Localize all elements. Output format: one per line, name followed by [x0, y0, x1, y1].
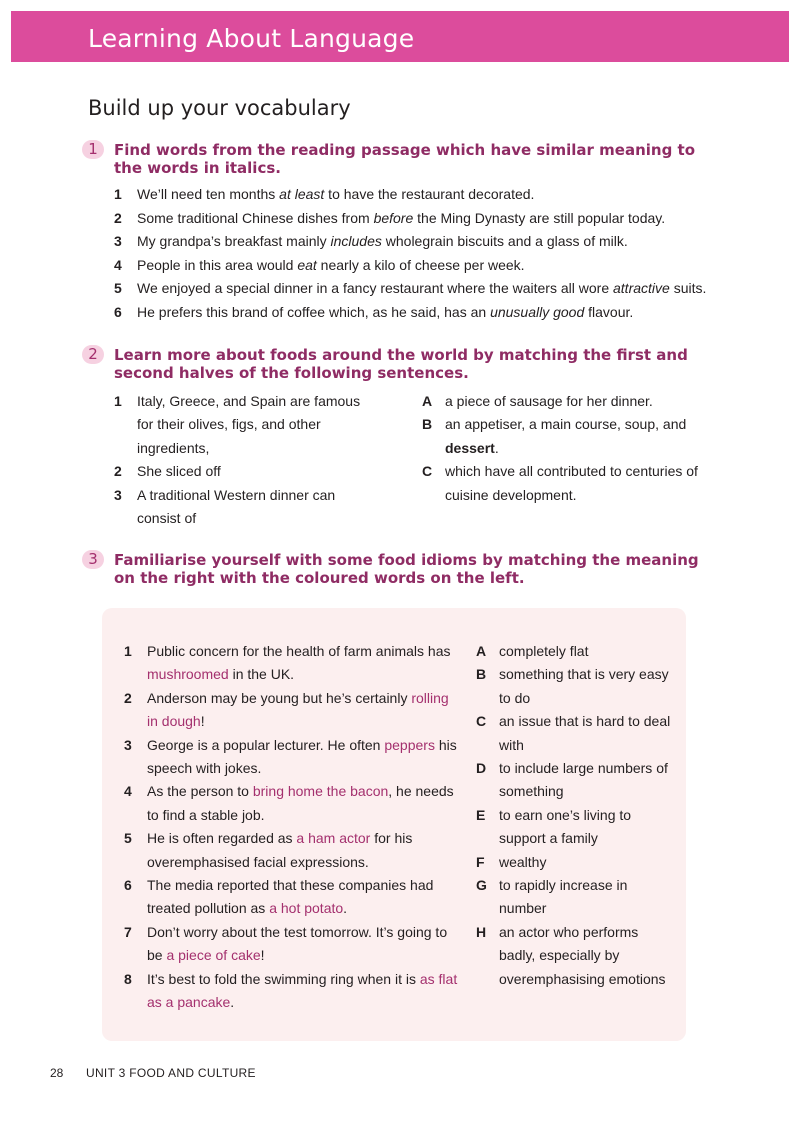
list-item: 3 A traditional Western dinner can: [114, 486, 336, 503]
exercise-3-title: Familiarise yourself with some food idioms by matching the meaning on the right with the coloured words on the left.: [114, 551, 699, 587]
list-item: A a piece of sausage for her dinner.: [422, 393, 653, 409]
unit-label: UNIT 3 FOOD AND CULTURE: [86, 1066, 256, 1080]
list-item: C an issue that is hard to deal: [476, 713, 671, 730]
header-banner: [11, 11, 789, 62]
ex1-item: 5 We enjoyed a special dinner in a fancy restaurant where the waiters all wore attractive suits.: [114, 280, 707, 296]
list-item: 4 As the person to bring home the bacon, he needs: [124, 783, 454, 800]
exercise-2-number: 2: [82, 345, 104, 364]
list-item: 1 Italy, Greece, and Spain are famous: [114, 393, 361, 409]
list-item: D to include large numbers of: [476, 760, 668, 777]
ex1-item: 6 He prefers this brand of coffee which, as he said, has an unusually good flavour.: [114, 304, 634, 320]
list-item: 6 The media reported that these companies had: [124, 877, 434, 894]
list-item: 8 It’s best to fold the swimming ring when it is as flat: [124, 970, 458, 987]
ex2-left-column: 1 Italy, Greece, and Spain are famous for their olives, figs, and other ingredients, 2 She sliced off 3 A traditional Western dinner can consist of: [114, 390, 404, 530]
exercise-1-number: 1: [82, 140, 104, 159]
exercise-2-title: Learn more about foods around the world by matching the first and second halves of the following sentences.: [114, 346, 688, 382]
list-item: C which have all contributed to centuries of: [422, 463, 698, 480]
section-title: Build up your vocabulary: [88, 96, 351, 120]
exercise-1-title: Find words from the reading passage which have similar meaning to the words in italics.: [114, 141, 696, 177]
page-number: 28: [50, 1066, 64, 1080]
ex1-item: 3 My grandpa’s breakfast mainly includes wholegrain biscuits and a glass of milk.: [114, 233, 628, 249]
list-item: E to earn one’s living to: [476, 806, 632, 823]
list-item: 5 He is often regarded as a ham actor for his: [124, 830, 413, 847]
list-item: 1 Public concern for the health of farm animals has: [124, 643, 451, 659]
list-item: 2 She sliced off: [114, 463, 221, 480]
ex3-right-column: A completely flat B something that is very easy to do C an issue that is hard to deal with D to include large numbers of something E to earn one’s living to support a family F wealthy G to rapidly increase in number H an actor who performs badly, especially by overemphasising emotions: [476, 640, 676, 991]
list-item: B an appetiser, a main course, soup, and: [422, 416, 687, 433]
list-item: H an actor who performs: [476, 923, 639, 940]
ex1-item: 4 People in this area would eat nearly a kilo of cheese per week.: [114, 257, 525, 273]
exercise-3-number: 3: [82, 550, 104, 569]
list-item: 7 Don’t worry about the test tomorrow. It’s going to: [124, 923, 448, 940]
list-item: 2 Anderson may be young but he’s certainly rolling: [124, 689, 449, 706]
ex3-left-column: 1 Public concern for the health of farm animals has mushroomed in the UK. 2 Anderson may be young but he’s certainly rolling in dough! 3 George is a popular lecturer. He often peppers his speech with jokes. 4 As the person to bring home the bacon, he needs to find a stable job. 5 He is often regarded as a ham actor for his overemphasised facial expressions. 6 The media reported that these companies had treated pollution as a hot potato. 7 Don’t worry about the test tomorrow. It’s going to be a piece of cake! 8 It’s best to fold the swimming ring when it is as flat as a pancake.: [124, 640, 469, 1015]
list-item: B something that is very easy: [476, 666, 669, 683]
list-item: 3 George is a popular lecturer. He often peppers his: [124, 736, 457, 753]
page-title: Learning About Language: [88, 24, 415, 53]
ex2-right-column: A a piece of sausage for her dinner. B an appetiser, a main course, soup, and dessert. C which have all contributed to centuries of cuisine development.: [422, 390, 722, 507]
ex1-item: 1 We’ll need ten months at least to have the restaurant decorated.: [114, 186, 535, 202]
list-item: F wealthy: [476, 853, 547, 870]
list-item: A completely flat: [476, 643, 589, 659]
list-item: G to rapidly increase in: [476, 877, 628, 894]
ex1-item: 2 Some traditional Chinese dishes from before the Ming Dynasty are still popular today.: [114, 210, 666, 226]
